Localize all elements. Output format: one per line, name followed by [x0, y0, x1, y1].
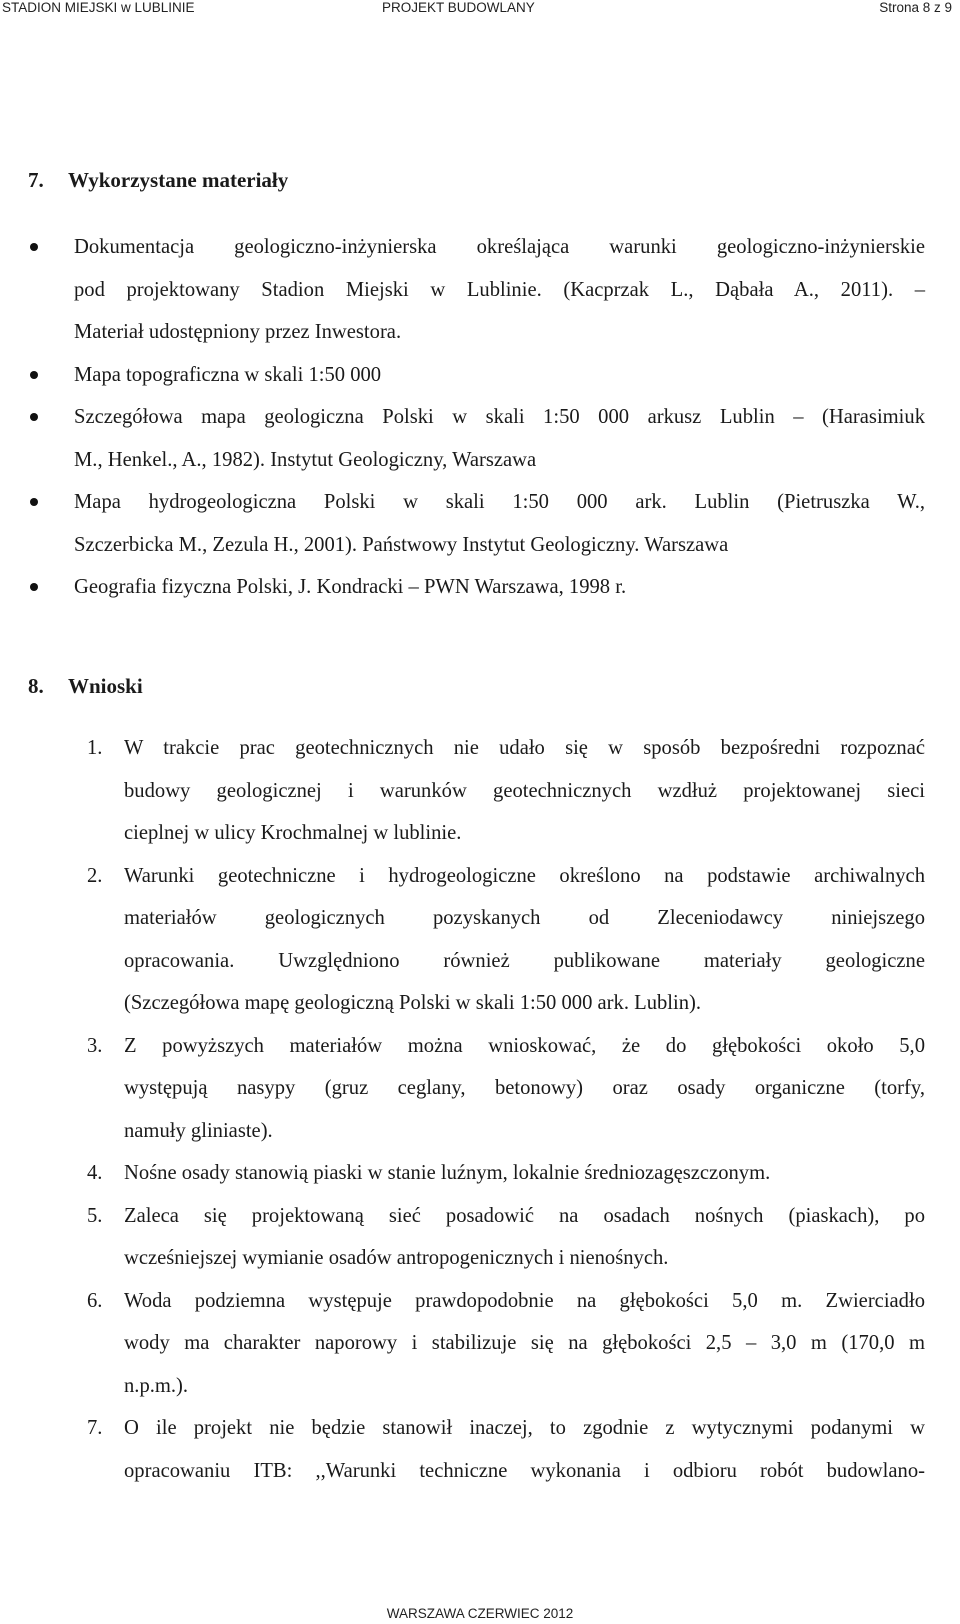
header-page-number: Strona 8 z 9 [879, 0, 952, 15]
list-item-line: Mapa hydrogeologiczna Polski w skali 1:50 000 ark. Lublin (Pietruszka W., [74, 491, 925, 513]
item-line: Zaleca się projektowaną sieć posadowić na osadach nośnych (piaskach), po [124, 1204, 925, 1227]
numbered-item [0, 1152, 925, 1195]
item-line: Nośne osady stanowią piaski w stanie luźnym, lokalnie średniozagęszczonym. [124, 1162, 771, 1184]
section-8-heading [28, 672, 143, 700]
item-number: 2. [87, 864, 103, 887]
numbered-item [0, 1025, 925, 1153]
item-number: 7. [87, 1417, 103, 1439]
item-line: (Szczegółowa mapę geologiczną Polski w skali 1:50 000 ark. Lublin). [124, 992, 702, 1014]
list-item-line: Mapa topograficzna w skali 1:50 000 [74, 363, 382, 386]
item-line: występują nasypy (gruz ceglany, betonowy) oraz osady organiczne (torfy, [124, 1077, 925, 1099]
item-number: 3. [87, 1034, 103, 1057]
numbered-item [0, 1195, 925, 1280]
materials-list [0, 226, 960, 609]
bullet-icon [30, 243, 38, 251]
numbered-item [0, 855, 925, 1025]
header-project-name: STADION MIEJSKI w LUBLINIE [2, 0, 195, 15]
item-line: namuły gliniaste). [124, 1119, 273, 1142]
list-item [0, 226, 925, 354]
item-line: n.p.m.). [124, 1374, 189, 1397]
section-7-number: 7. [28, 168, 44, 192]
item-line: Warunki geotechniczne i hydrogeologiczne określono na podstawie archiwalnych [124, 864, 925, 887]
item-line: wody ma charakter naporowy i stabilizuje się na głębokości 2,5 – 3,0 m (170,0 m [124, 1332, 925, 1354]
list-item-line: Dokumentacja geologiczno-inżynierska określająca warunki geologiczno-inżynierskie [74, 236, 925, 258]
item-line: Woda podziemna występuje prawdopodobnie na głębokości 5,0 m. Zwierciadło [124, 1289, 925, 1312]
section-7-heading [28, 166, 288, 194]
bullet-icon [30, 498, 38, 506]
list-item [0, 566, 925, 609]
conclusions-list [0, 727, 960, 1492]
item-number: 5. [87, 1204, 103, 1227]
list-item-line: M., Henkel., A., 1982). Instytut Geologiczny, Warszawa [74, 448, 537, 471]
footer-text: WARSZAWA CZERWIEC 2012 [386, 1606, 574, 1621]
item-number: 1. [87, 737, 103, 759]
numbered-item [0, 1280, 925, 1408]
item-line: O ile projekt nie będzie stanowił inaczej, to zgodnie z wytycznymi podanymi w [124, 1417, 925, 1439]
list-item-line: Szczerbicka M., Zezula H., 2001). Państwowy Instytut Geologiczny. Warszawa [74, 533, 729, 556]
item-line: opracowaniu ITB: ,,Warunki techniczne wykonania i odbioru robót budowlano- [124, 1459, 925, 1482]
bullet-icon [30, 371, 38, 379]
list-item-line: Geografia fizyczna Polski, J. Kondracki – PWN Warszawa, 1998 r. [74, 576, 627, 598]
list-item [0, 396, 925, 481]
list-item [0, 354, 925, 397]
item-line: materiałów geologicznych pozyskanych od Zleceniodawcy niniejszego [124, 907, 925, 929]
list-item-line: pod projektowany Stadion Miejski w Lublinie. (Kacprzak L., Dąbała A., 2011). – [74, 278, 925, 301]
list-item-line: Szczegółowa mapa geologiczna Polski w skali 1:50 000 arkusz Lublin – (Harasimiuk [74, 406, 925, 428]
list-item-line: Materiał udostępniony przez Inwestora. [74, 321, 402, 343]
section-8-number: 8. [28, 674, 44, 698]
item-number: 6. [87, 1289, 103, 1312]
item-line: opracowania. Uwzględniono również publikowane materiały geologiczne [124, 949, 925, 972]
bullet-icon [30, 413, 38, 421]
item-line: cieplnej w ulicy Krochmalnej w lublinie. [124, 822, 462, 844]
section-7-title: Wykorzystane materiały [68, 168, 289, 192]
item-number: 4. [87, 1162, 103, 1184]
item-line: W trakcie prac geotechnicznych nie udało się w sposób bezpośredni rozpoznać [124, 737, 925, 759]
item-line: wcześniejszej wymianie osadów antropogenicznych i nienośnych. [124, 1247, 669, 1269]
numbered-item [0, 727, 925, 855]
list-item [0, 481, 925, 566]
item-line: budowy geologicznej i warunków geotechnicznych wzdłuż projektowanej sieci [124, 779, 925, 802]
section-8-title: Wnioski [68, 674, 143, 698]
bullet-icon [30, 583, 38, 591]
numbered-item [0, 1407, 925, 1492]
header-document-type: PROJEKT BUDOWLANY [382, 0, 535, 15]
item-line: Z powyższych materiałów można wnioskować, że do głębokości około 5,0 [124, 1034, 925, 1057]
